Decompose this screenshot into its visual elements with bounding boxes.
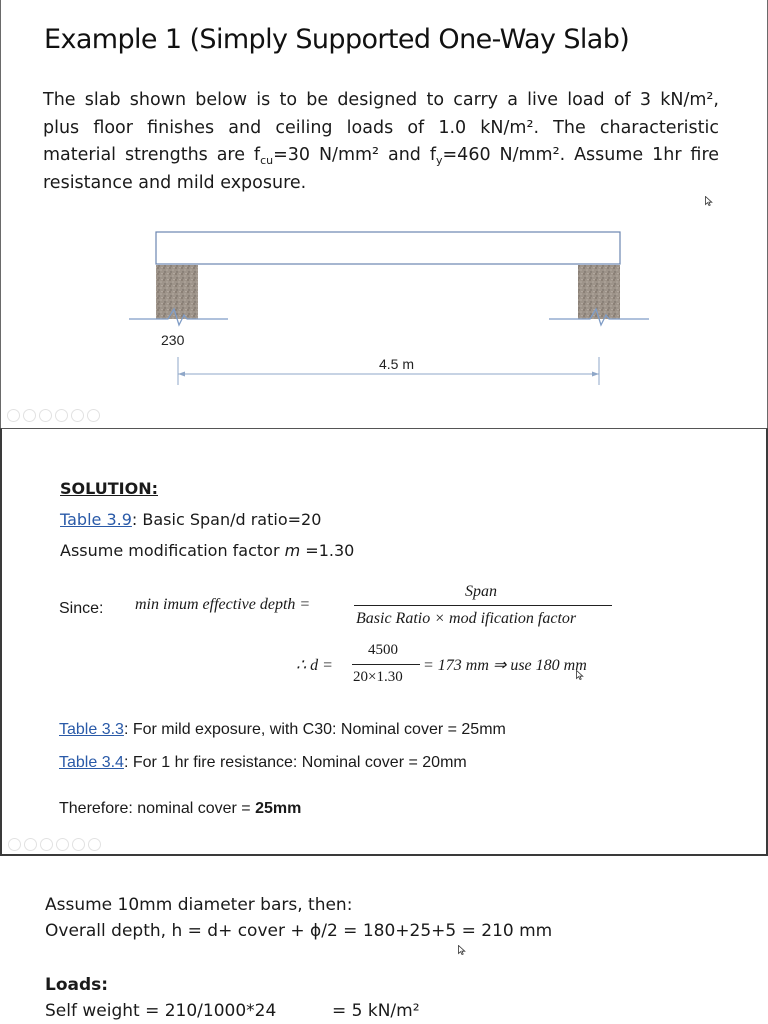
support-width-label: 230 [161,332,185,348]
fy-symbol: f [429,145,436,165]
next-control-icon[interactable] [24,838,37,851]
fy-subscript: y [436,154,443,167]
overall-depth-line: Overall depth, h = d+ cover + ϕ/2 = 180+25+5 = 210 mm [45,921,553,941]
therefore-value: 25mm [255,800,302,817]
zoom-control-icon[interactable] [72,838,85,851]
eq1-numerator: Span [465,583,497,600]
para-line-1: The slab shown below is to be designed to carry a live load of 3 kN/m², [43,90,719,110]
mod-factor-text: Assume modification factor [60,541,285,560]
therefore-line [59,800,301,818]
left-arrowhead [178,372,185,377]
eq2-result: = 173 mm ⇒ use 180 mm [423,657,587,674]
left-support [156,265,198,319]
table-3-3-text: : For mild exposure, with C30: Nominal cover = 25mm [123,721,506,738]
prev-control-icon[interactable] [7,409,20,422]
loads-heading: Loads: [45,975,109,995]
table-3-4-link[interactable]: Table 3.4 [59,754,124,771]
zoom-control-icon[interactable] [71,409,84,422]
table-3-9-text: : Basic Span/d ratio=20 [131,510,322,529]
therefore-text: Therefore: nominal cover = [59,800,256,817]
slides-control-icon[interactable] [55,409,68,422]
fcu-value: =30 N/mm² and [273,145,430,165]
table-3-9-line [60,510,321,529]
table-3-4-text: : For 1 hr fire resistance: Nominal cover = 20mm [123,754,467,771]
continuation-panel [0,857,768,1024]
para-line-2: plus floor finishes and ceiling loads of 1.0 kN/m². The characteristic [43,117,719,138]
fy-value: =460 N/mm². Assume 1hr fire [442,145,720,165]
table-3-4-line [59,754,467,772]
para-line-3 [43,142,719,170]
mouse-cursor-icon [458,945,466,955]
pen-control-icon[interactable] [40,838,53,851]
presentation-controls [7,409,100,422]
example-title: Example 1 (Simply Supported One-Way Slab) [44,24,630,55]
para-line-4: resistance and mild exposure. [43,172,307,193]
table-3-3-line [59,721,506,739]
mouse-cursor-icon [705,196,713,206]
modification-factor-line [60,541,354,560]
self-weight-label: Self weight = 210/1000*24 [45,1001,277,1021]
slides-control-icon[interactable] [56,838,69,851]
eq2-fraction-bar [352,664,420,665]
mod-factor-symbol: m [284,541,301,560]
more-control-icon[interactable] [88,838,101,851]
since-label: Since: [59,600,104,617]
solution-heading: SOLUTION: [60,479,158,498]
self-weight-value: = 5 kN/m² [332,1001,420,1021]
fcu-symbol: f [253,145,261,165]
eq1-fraction-bar [354,605,612,606]
problem-statement [43,87,719,197]
eq2-lhs: ∴ d = [296,657,333,674]
pen-control-icon[interactable] [39,409,52,422]
prev-control-icon[interactable] [8,838,21,851]
eq1-lhs: min imum effective depth = [135,596,311,613]
presentation-controls [8,838,101,851]
mouse-cursor-icon [576,670,584,680]
span-length-label: 4.5 m [379,356,415,372]
fcu-subscript: cu [260,154,274,167]
right-arrowhead [592,372,599,377]
eq2-numerator: 4500 [368,642,398,658]
bars-assumption: Assume 10mm diameter bars, then: [45,895,353,915]
eq2-denominator: 20×1.30 [353,669,403,685]
example-panel [0,0,768,428]
right-support [578,265,620,319]
next-control-icon[interactable] [23,409,36,422]
eq1-denominator: Basic Ratio × mod ification factor [356,610,577,627]
more-control-icon[interactable] [87,409,100,422]
table-3-9-link[interactable]: Table 3.9 [60,510,132,529]
table-3-3-link[interactable]: Table 3.3 [59,721,124,738]
solution-panel [0,428,768,856]
para-line-3-start: material strengths are [43,145,254,165]
mod-factor-value: =1.30 [300,541,355,560]
slab-rectangle [156,232,620,264]
